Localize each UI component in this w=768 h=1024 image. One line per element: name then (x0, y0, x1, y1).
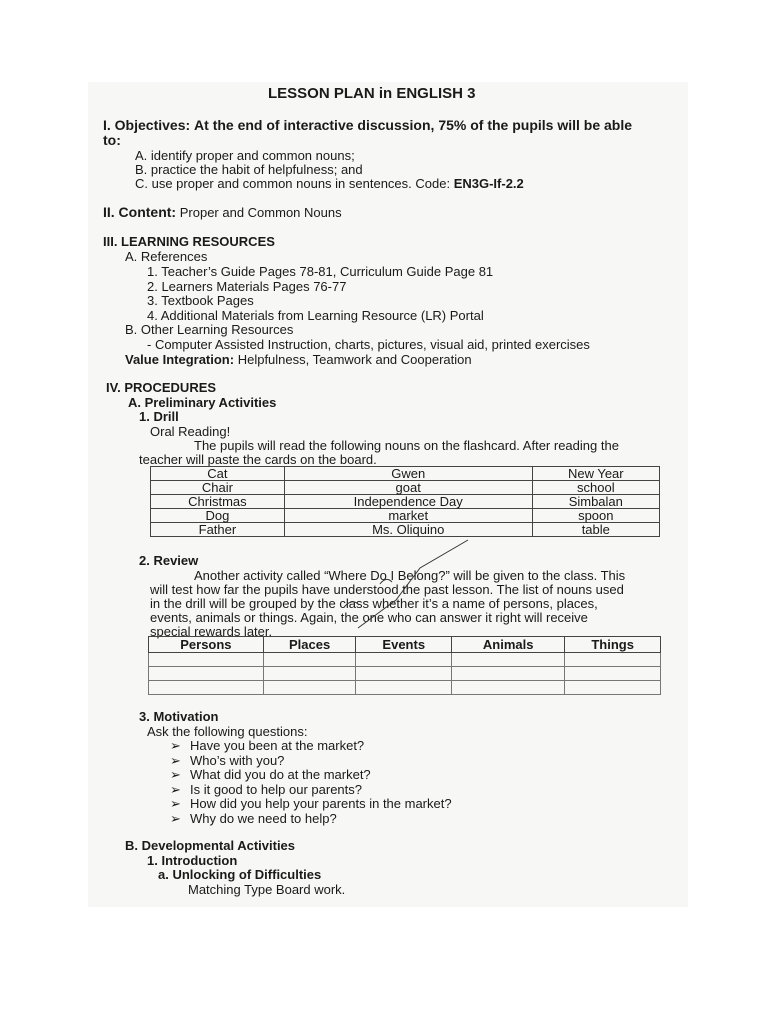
motivation-intro: Ask the following questions: (147, 724, 308, 739)
drill-subtitle: Oral Reading! (150, 424, 231, 439)
review-text-line: in the drill will be grouped by the class whether it’s a name of persons, places, (150, 596, 598, 611)
drill-table-cell: Cat (151, 467, 285, 481)
motivation-question-text: Why do we need to help? (190, 810, 337, 826)
review-table-header: Events (356, 637, 452, 653)
procedures-heading: IV. PROCEDURES (106, 380, 217, 395)
drill-table-cell: Chair (151, 481, 285, 495)
pen-stroke-tick (345, 602, 359, 606)
arrow-bullet-icon: ➢ (170, 810, 181, 826)
objectives-heading: I. Objectives: (103, 117, 191, 133)
pen-stroke-line (358, 540, 468, 628)
arrow-bullet-icon: ➢ (170, 752, 181, 768)
content-text: Proper and Common Nouns (179, 205, 342, 220)
reference-item: 3. Textbook Pages (147, 293, 254, 308)
page-title: LESSON PLAN in ENGLISH 3 (268, 85, 476, 102)
drill-text-line1: The pupils will read the following nouns on the flashcard. After reading the (194, 438, 619, 453)
objective-item-a: A. identify proper and common nouns; (135, 148, 355, 163)
references-label: A. References (125, 249, 208, 264)
drill-table-cell: Christmas (151, 495, 285, 509)
review-text-line: Another activity called “Where Do I Belong?” will be given to the class. This (194, 568, 626, 583)
motivation-question-text: Is it good to help our parents? (190, 781, 363, 797)
arrow-bullet-icon: ➢ (170, 738, 181, 753)
other-resources-text: - Computer Assisted Instruction, charts, pictures, visual aid, printed exercises (147, 337, 590, 352)
drill-table-cell: goat (284, 481, 532, 495)
arrow-bullet-icon: ➢ (170, 796, 181, 811)
objective-code: EN3G-If-2.2 (453, 176, 524, 191)
drill-table-cell: Independence Day (284, 495, 532, 509)
unlocking-difficulties-text: Matching Type Board work. (188, 882, 346, 897)
drill-table-cell: Ms. Oliquino (284, 523, 532, 537)
reference-item: 1. Teacher’s Guide Pages 78-81, Curriculum Guide Page 81 (147, 264, 494, 279)
review-table-header: Places (263, 637, 356, 653)
drill-table-cell: table (532, 523, 659, 537)
objective-item-c-text: C. use proper and common nouns in sentences. Code: (135, 176, 451, 191)
drill-table-cell: school (532, 481, 659, 495)
reference-item: 2. Learners Materials Pages 76-77 (147, 279, 347, 294)
motivation-label: 3. Motivation (139, 709, 219, 724)
drill-table-cell: Dog (151, 509, 285, 523)
review-text-line: special rewards later. (150, 624, 273, 639)
motivation-question-text: What did you do at the market? (190, 767, 371, 782)
drill-table-cell: Simbalan (532, 495, 659, 509)
reference-item: 4. Additional Materials from Learning Resource (LR) Portal (147, 308, 484, 323)
resources-heading: III. LEARNING RESOURCES (103, 234, 275, 249)
drill-table-cell: market (284, 509, 532, 523)
motivation-question-text: Have you been at the market? (190, 738, 365, 753)
motivation-question-text: Who’s with you? (190, 752, 285, 768)
review-text-line: events, animals or things. Again, the one who can answer it right will receive (150, 610, 588, 625)
review-table-header: Persons (149, 637, 264, 653)
value-integration-label: Value Integration: (125, 352, 235, 367)
drill-table-cell: spoon (532, 509, 659, 523)
pen-stroke-tick (380, 579, 392, 584)
developmental-activities-label: B. Developmental Activities (125, 838, 296, 853)
introduction-label: 1. Introduction (147, 853, 238, 868)
objectives-intro-line2: to: (103, 132, 121, 148)
other-resources-label: B. Other Learning Resources (125, 322, 294, 337)
review-table-header: Animals (452, 637, 565, 653)
review-label: 2. Review (139, 553, 199, 568)
drill-table-cell: Father (151, 523, 285, 537)
content-heading: II. Content: (103, 204, 177, 220)
review-table-header: Things (565, 637, 661, 653)
drill-label: 1. Drill (139, 409, 179, 424)
objectives-intro-line1: At the end of interactive discussion, 75% of the pupils will be able (194, 117, 633, 133)
drill-table-cell: Gwen (284, 467, 532, 481)
arrow-bullet-icon: ➢ (170, 781, 181, 797)
arrow-bullet-icon: ➢ (170, 767, 181, 782)
drill-table-cell: New Year (532, 467, 659, 481)
motivation-question-text: How did you help your parents in the market? (190, 796, 452, 811)
drill-text-line2: teacher will paste the cards on the board. (139, 452, 377, 467)
objective-item-b: B. practice the habit of helpfulness; and (135, 162, 363, 177)
preliminary-activities-label: A. Preliminary Activities (128, 395, 277, 410)
value-integration-text: Helpfulness, Teamwork and Cooperation (237, 352, 472, 367)
review-text-line: will test how far the pupils have understood the past lesson. The list of nouns used (150, 582, 624, 597)
unlocking-difficulties-label: a. Unlocking of Difficulties (158, 867, 322, 882)
